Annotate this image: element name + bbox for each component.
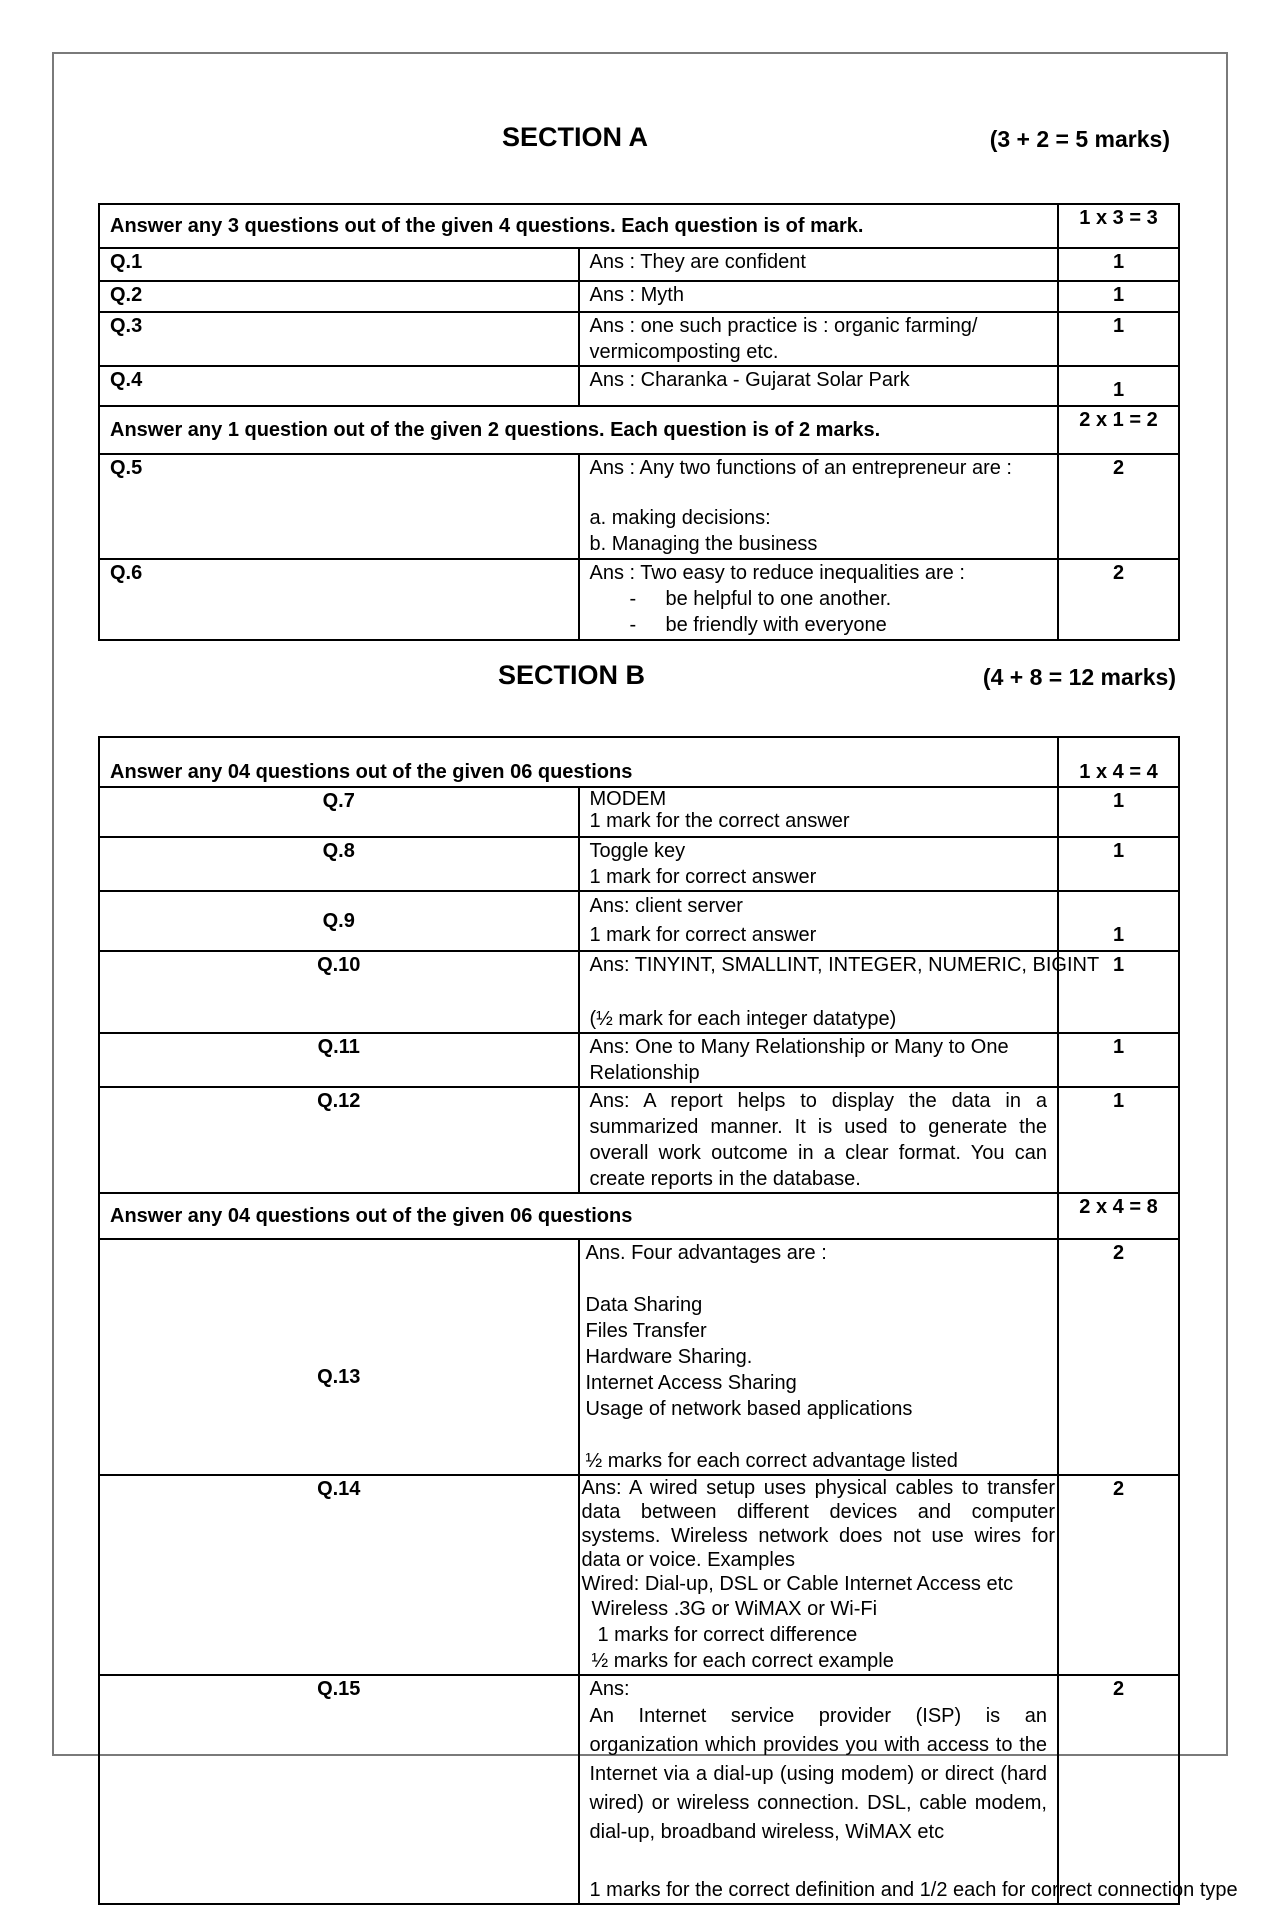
answer-text: Ans: A wired setup uses physical cables to transfer data between different devices and computer systems. Wireless network does not use wires for data or voice. Examples: [581, 1477, 1055, 1571]
marks-value: 2: [1058, 1675, 1179, 1904]
marks-value: 2: [1058, 1239, 1179, 1475]
answer-text: Ans: A report helps to display the data in a summarized manner. It is used to generate the overall work outcome in a clear format. You can create reports in the database.: [579, 1087, 1059, 1193]
marks-value: 2: [1058, 454, 1179, 559]
instruction-text: Answer any 04 questions out of the given 06 questions: [99, 1193, 1058, 1239]
section-a-marks: (3 + 2 = 5 marks): [989, 126, 1170, 152]
bullet-item: [590, 586, 1048, 612]
table-row: [99, 951, 1179, 1033]
instruction-row: [99, 406, 1179, 454]
question-number: Q.9: [99, 891, 579, 951]
answer-cell: [579, 787, 1059, 837]
answer-line: Wired: Dial-up, DSL or Cable Internet Access etc: [581, 1573, 1014, 1595]
bullet-text: be friendly with everyone: [665, 614, 887, 636]
answer-cell: [579, 1475, 1059, 1675]
section-b-header: [98, 658, 1180, 698]
answer-line: Wireless .3G or WiMAX or Wi-Fi: [591, 1598, 878, 1620]
marks-value: 1: [1058, 248, 1179, 281]
answer-line: b. Managing the business: [589, 533, 818, 555]
marks-value: 1: [1058, 891, 1179, 951]
answer-line: 1 mark for correct answer: [589, 866, 817, 888]
answer-text: Ans : Myth: [579, 281, 1059, 312]
marks-value: 1: [1058, 837, 1179, 891]
answer-line: Files Transfer: [585, 1320, 707, 1342]
answer-text: Ans: One to Many Relationship or Many to One Relationship: [579, 1033, 1059, 1087]
marks-value: 1: [1058, 366, 1179, 406]
instruction-row: [99, 737, 1179, 787]
answer-line: Ans: TINYINT, SMALLINT, INTEGER, NUMERIC, BIGINT: [589, 954, 1100, 976]
question-number: Q.8: [99, 837, 579, 891]
marks-value: 2: [1058, 1475, 1179, 1675]
answer-line: (½ mark for each integer datatype): [589, 1008, 897, 1030]
marks-value: 1: [1058, 787, 1179, 837]
answer-text: An Internet service provider (ISP) is an organization which provides you with access to the Internet via a dial-up (using modem) or direct (hard wired) or wireless connection. DSL, cable modem, dial-up, broadband wireless, WiMAX etc: [589, 1705, 1047, 1843]
question-number: Q.14: [99, 1475, 579, 1675]
question-number: Q.7: [99, 787, 579, 837]
marks-value: 1: [1058, 1087, 1179, 1193]
answer-line: Internet Access Sharing: [585, 1372, 797, 1394]
table-row: [99, 559, 1179, 640]
answer-cell: [579, 891, 1059, 951]
table-row: [99, 1033, 1179, 1087]
question-number: Q.2: [99, 281, 579, 312]
blank-line: [590, 978, 1048, 1006]
instruction-text: Answer any 1 question out of the given 2 questions. Each question is of 2 marks.: [99, 406, 1058, 454]
blank-line: [586, 1422, 1048, 1448]
table-row: [99, 281, 1179, 312]
question-number: Q.4: [99, 366, 579, 406]
table-row: [99, 366, 1179, 406]
answer-text: Ans : one such practice is : organic farming/ vermicomposting etc.: [579, 312, 1059, 366]
table-row: [99, 891, 1179, 951]
question-number: Q.5: [99, 454, 579, 559]
answer-cell: [579, 837, 1059, 891]
answer-line: ½ marks for each correct advantage listed: [585, 1450, 958, 1472]
section-b-table: [98, 736, 1238, 1905]
answer-line: Toggle key: [589, 840, 686, 862]
answer-cell: [579, 559, 1059, 640]
table-row: [99, 1239, 1179, 1475]
marks-value: 2: [1058, 559, 1179, 640]
table-row: [99, 454, 1179, 559]
table-row: [99, 837, 1179, 891]
question-number: Q.13: [99, 1239, 579, 1475]
instruction-text: Answer any 3 questions out of the given 4 questions. Each question is of mark.: [99, 204, 1058, 248]
answer-line: Ans: client server: [589, 895, 743, 917]
group-marks: 2 x 1 = 2: [1058, 406, 1179, 454]
table-row: [99, 1087, 1179, 1193]
bullet-text: be helpful to one another.: [665, 588, 892, 610]
table-row: [99, 1675, 1179, 1904]
instruction-row: [99, 204, 1179, 248]
section-a-table: [98, 203, 1180, 641]
question-number: Q.3: [99, 312, 579, 366]
table-row: [99, 787, 1179, 837]
section-a-header: [98, 120, 1180, 160]
answer-line: MODEM: [589, 788, 667, 810]
answer-line: 1 mark for the correct answer: [589, 810, 850, 832]
section-b-marks: (4 + 8 = 12 marks): [982, 664, 1176, 690]
answer-text: Ans : They are confident: [579, 248, 1059, 281]
answer-text: Ans : Charanka - Gujarat Solar Park: [579, 366, 1059, 406]
answer-line: 1 marks for the correct definition and 1/2 each for correct connection type: [589, 1879, 1238, 1901]
group-marks: 1 x 3 = 3: [1058, 204, 1179, 248]
answer-line: 1 marks for correct difference: [597, 1624, 858, 1646]
group-marks: 1 x 4 = 4: [1058, 737, 1179, 787]
instruction-text: Answer any 04 questions out of the given 06 questions: [99, 737, 1058, 787]
blank-line: [590, 481, 1048, 505]
question-number: Q.15: [99, 1675, 579, 1904]
question-number: Q.1: [99, 248, 579, 281]
marks-value: 1: [1058, 951, 1179, 1033]
question-number: Q.10: [99, 951, 579, 1033]
group-marks: 2 x 4 = 8: [1058, 1193, 1179, 1239]
answer-line: 1 mark for correct answer: [589, 924, 817, 946]
table-row: [99, 1475, 1179, 1675]
answer-line: Ans:: [589, 1678, 630, 1700]
section-a-title: SECTION A: [502, 122, 649, 152]
marks-value: 1: [1058, 281, 1179, 312]
answer-cell: [579, 1675, 1238, 1904]
answer-line: a. making decisions:: [589, 507, 771, 529]
question-number: Q.12: [99, 1087, 579, 1193]
answer-line: Ans : Any two functions of an entrepreneur are :: [589, 457, 1012, 479]
answer-line: Data Sharing: [585, 1294, 703, 1316]
answer-cell: [579, 1239, 1059, 1475]
section-b-title: SECTION B: [498, 660, 646, 690]
dash-bullet: -: [629, 588, 637, 610]
question-number: Q.6: [99, 559, 579, 640]
question-number: Q.11: [99, 1033, 579, 1087]
answer-line: Ans. Four advantages are :: [585, 1242, 827, 1264]
answer-line: ½ marks for each correct example: [591, 1650, 894, 1672]
blank-line: [590, 1847, 1048, 1877]
bullet-item: [590, 612, 1048, 638]
marks-value: 1: [1058, 1033, 1179, 1087]
answer-line: Usage of network based applications: [585, 1398, 913, 1420]
table-row: [99, 312, 1179, 366]
answer-line: Ans : Two easy to reduce inequalities are :: [589, 562, 965, 584]
marks-value: 1: [1058, 312, 1179, 366]
answer-line: Hardware Sharing.: [585, 1346, 753, 1368]
instruction-row: [99, 1193, 1179, 1239]
blank-line: [586, 1266, 1048, 1292]
answer-cell: [579, 951, 1100, 1033]
dash-bullet: -: [629, 614, 637, 636]
table-row: [99, 248, 1179, 281]
answer-cell: [579, 454, 1059, 559]
